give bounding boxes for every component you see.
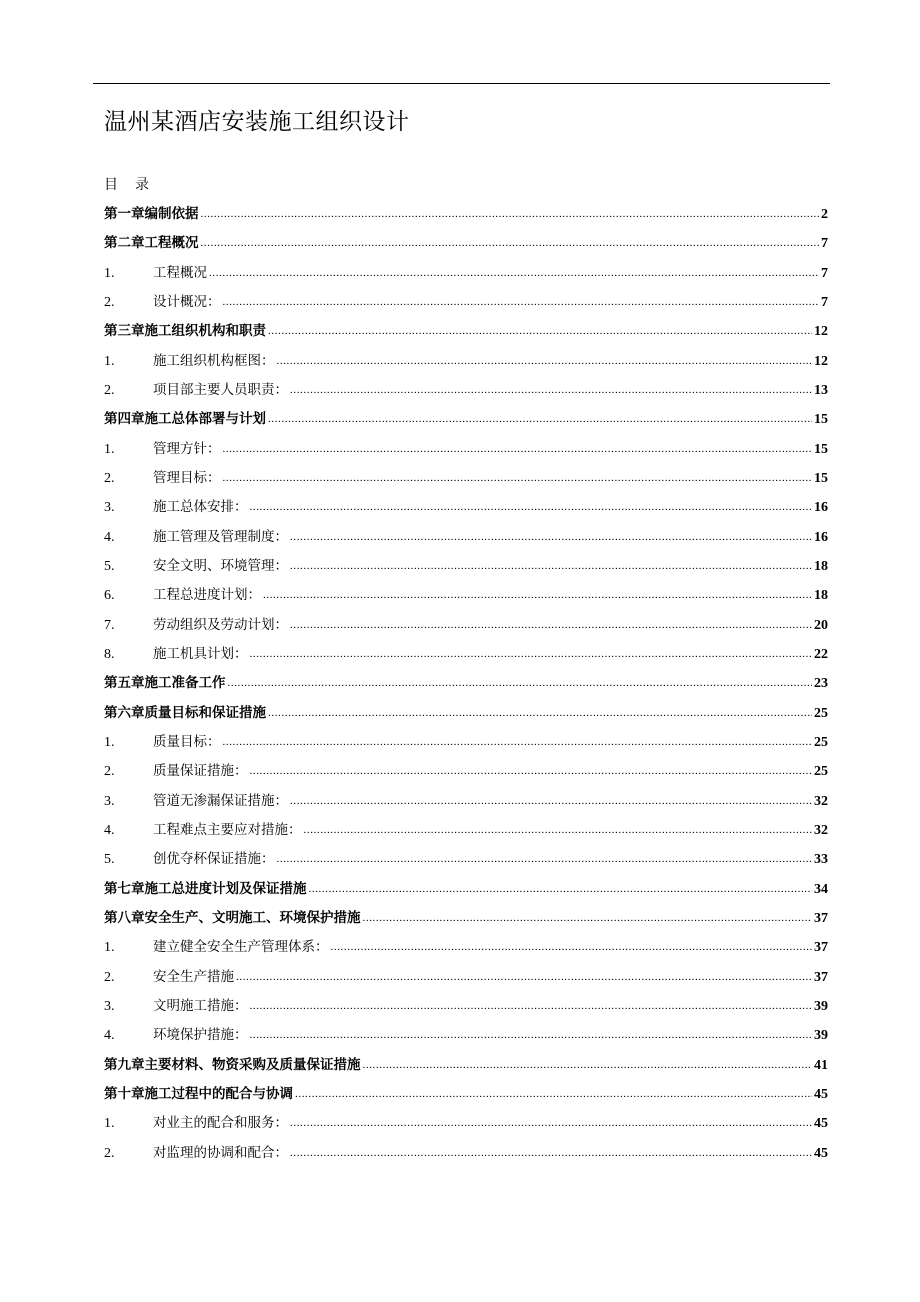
toc-section-entry[interactable] xyxy=(104,642,828,671)
toc-entry-title xyxy=(104,615,288,636)
toc-entry-label: 施工总体安排： xyxy=(153,499,248,516)
toc-dot-leader xyxy=(268,409,812,429)
toc-page-number: 25 xyxy=(814,734,828,750)
toc-entry-title xyxy=(104,497,248,518)
toc-dot-leader xyxy=(363,1055,813,1075)
toc-entry-title xyxy=(104,1055,361,1075)
toc-entry-label: 管理方针： xyxy=(153,440,221,457)
toc-page-number: 15 xyxy=(814,470,828,486)
toc-entry-label: 第八章安全生产、文明施工、环境保护措施 xyxy=(104,909,361,926)
toc-section-entry[interactable] xyxy=(104,495,828,524)
toc-entry-title xyxy=(104,556,288,577)
toc-entry-label: 施工组织机构框图： xyxy=(153,352,275,369)
toc-entry-title xyxy=(104,849,275,870)
toc-chapter-entry[interactable] xyxy=(104,1082,828,1111)
toc-entry-label: 管理目标： xyxy=(153,469,221,486)
toc-entry-title xyxy=(104,292,221,313)
toc-entry-label: 第十章施工过程中的配合与协调 xyxy=(104,1085,293,1102)
toc-section-entry[interactable] xyxy=(104,759,828,788)
toc-page-number: 37 xyxy=(814,940,828,956)
toc-dot-leader xyxy=(236,967,812,987)
toc-heading-char-1: 目 xyxy=(104,177,118,193)
toc-page-number: 7 xyxy=(821,294,828,310)
toc-entry-title xyxy=(104,1025,248,1046)
toc-page-number: 37 xyxy=(814,969,828,985)
toc-entry-title xyxy=(104,527,288,548)
toc-dot-leader xyxy=(250,996,813,1016)
toc-page-number: 45 xyxy=(814,1116,828,1132)
toc-entry-label: 对业主的配合和服务： xyxy=(153,1115,288,1132)
toc-entry-title xyxy=(104,996,248,1017)
toc-entry-title xyxy=(104,791,288,812)
toc-dot-leader xyxy=(209,263,819,283)
toc-chapter-entry[interactable] xyxy=(104,701,828,730)
toc-dot-leader xyxy=(277,849,813,869)
toc-page-number: 25 xyxy=(814,764,828,780)
toc-entry-number: 2. xyxy=(104,1145,115,1161)
toc-entry-number: 2. xyxy=(104,382,115,398)
header-rule xyxy=(93,83,830,84)
toc-entry-title xyxy=(104,233,199,253)
toc-chapter-entry[interactable] xyxy=(104,671,828,700)
toc-dot-leader xyxy=(290,1143,812,1163)
toc-page-number: 32 xyxy=(814,793,828,809)
toc-dot-leader xyxy=(309,879,813,899)
toc-entry-number: 7. xyxy=(104,617,115,633)
toc-chapter-entry[interactable] xyxy=(104,202,828,231)
toc-entry-title xyxy=(104,644,248,665)
toc-entry-label: 工程难点主要应对措施： xyxy=(153,821,302,838)
toc-entry-number: 5. xyxy=(104,558,115,574)
toc-dot-leader xyxy=(268,321,812,341)
toc-section-entry[interactable] xyxy=(104,1141,828,1170)
toc-entry-label: 工程概况 xyxy=(153,264,207,281)
toc-dot-leader xyxy=(290,1113,812,1133)
toc-chapter-entry[interactable] xyxy=(104,231,828,260)
toc-entry-label: 第四章施工总体部署与计划 xyxy=(104,411,266,428)
toc-entry-number: 6. xyxy=(104,588,115,604)
toc-entry-title xyxy=(104,1084,293,1104)
toc-section-entry[interactable] xyxy=(104,730,828,759)
toc-entry-number: 5. xyxy=(104,852,115,868)
toc-page-number: 23 xyxy=(814,676,828,692)
toc-entry-title xyxy=(104,585,261,606)
toc-entry-title xyxy=(104,879,307,899)
toc-entry-number: 1. xyxy=(104,940,115,956)
toc-entry-number: 4. xyxy=(104,1028,115,1044)
toc-page-number: 34 xyxy=(814,881,828,897)
toc-entry-title xyxy=(104,409,266,429)
toc-page-number: 22 xyxy=(814,646,828,662)
toc-dot-leader xyxy=(228,673,813,693)
toc-dot-leader xyxy=(290,791,812,811)
toc-chapter-entry[interactable] xyxy=(104,877,828,906)
toc-entry-number: 1. xyxy=(104,265,115,281)
toc-entry-label: 工程总进度计划： xyxy=(153,587,261,604)
toc-entry-title xyxy=(104,468,221,489)
toc-section-entry[interactable] xyxy=(104,583,828,612)
toc-page-number: 32 xyxy=(814,822,828,838)
toc-entry-label: 文明施工措施： xyxy=(153,997,248,1014)
toc-dot-leader xyxy=(223,439,813,459)
toc-entry-title xyxy=(104,908,361,928)
toc-page-number: 25 xyxy=(814,705,828,721)
toc-entry-number: 1. xyxy=(104,441,115,457)
toc-section-entry[interactable] xyxy=(104,290,828,319)
toc-entry-title xyxy=(104,351,275,372)
toc-entry-number: 2. xyxy=(104,764,115,780)
toc-entry-title xyxy=(104,204,199,224)
toc-entry-title xyxy=(104,380,288,401)
toc-entry-label: 设计概况： xyxy=(153,293,221,310)
toc-section-entry[interactable] xyxy=(104,789,828,818)
toc-dot-leader xyxy=(331,937,813,957)
toc-page-number: 2 xyxy=(821,207,828,222)
toc-entry-label: 管道无渗漏保证措施： xyxy=(153,792,288,809)
toc-entry-number: 8. xyxy=(104,646,115,662)
toc-section-entry[interactable] xyxy=(104,349,828,378)
toc-entry-label: 建立健全安全生产管理体系： xyxy=(153,939,329,956)
toc-entry-number: 1. xyxy=(104,734,115,750)
toc-section-entry[interactable] xyxy=(104,437,828,466)
toc-entry-title xyxy=(104,761,248,782)
toc-page-number: 12 xyxy=(814,353,828,369)
toc-dot-leader xyxy=(290,527,812,547)
toc-entry-number: 3. xyxy=(104,500,115,516)
toc-dot-leader xyxy=(290,380,812,400)
toc-dot-leader xyxy=(263,585,812,605)
toc-section-entry[interactable] xyxy=(104,466,828,495)
toc-page-number: 45 xyxy=(814,1145,828,1161)
toc-dot-leader xyxy=(223,292,820,312)
toc-section-entry[interactable] xyxy=(104,935,828,964)
toc-entry-label: 施工机具计划： xyxy=(153,645,248,662)
toc-section-entry[interactable] xyxy=(104,554,828,583)
toc-entry-label: 质量目标： xyxy=(153,733,221,750)
toc-entry-label: 对监理的协调和配合： xyxy=(153,1144,288,1161)
toc-entry-number: 1. xyxy=(104,1116,115,1132)
toc-section-entry[interactable] xyxy=(104,965,828,994)
toc-dot-leader xyxy=(250,1025,813,1045)
toc-entry-label: 安全文明、环境管理： xyxy=(153,557,288,574)
toc-entry-number: 2. xyxy=(104,969,115,985)
toc-dot-leader xyxy=(250,497,813,517)
toc-entry-title xyxy=(104,732,221,753)
toc-entry-number: 4. xyxy=(104,822,115,838)
toc-page-number: 41 xyxy=(814,1057,828,1073)
toc-page-number: 39 xyxy=(814,998,828,1014)
toc-dot-leader xyxy=(223,468,813,488)
toc-heading xyxy=(104,175,149,195)
toc-section-entry[interactable] xyxy=(104,613,828,642)
toc-entry-number: 3. xyxy=(104,998,115,1014)
toc-page-number: 33 xyxy=(814,852,828,868)
toc-entry-title xyxy=(104,263,207,284)
toc-entry-label: 第七章施工总进度计划及保证措施 xyxy=(104,880,307,897)
toc-entry-title xyxy=(104,1143,288,1164)
toc-entry-label: 劳动组织及劳动计划： xyxy=(153,616,288,633)
toc-entry-label: 项目部主要人员职责： xyxy=(153,381,288,398)
toc-page-number: 18 xyxy=(814,558,828,574)
toc-entry-title xyxy=(104,1113,288,1134)
toc-page-number: 7 xyxy=(821,265,828,281)
toc-dot-leader xyxy=(250,644,813,664)
toc-entry-title xyxy=(104,321,266,341)
toc-dot-leader xyxy=(250,761,813,781)
toc-dot-leader xyxy=(363,908,813,928)
toc-chapter-entry[interactable] xyxy=(104,407,828,436)
toc-entry-label: 第一章编制依据 xyxy=(104,206,199,222)
toc-entry-number: 4. xyxy=(104,529,115,545)
toc-entry-label: 第五章施工准备工作 xyxy=(104,675,226,692)
document-title: 温州某酒店安装施工组织设计 xyxy=(104,109,410,135)
toc-entry-number: 1. xyxy=(104,353,115,369)
toc-section-entry[interactable] xyxy=(104,1023,828,1052)
toc-dot-leader xyxy=(268,703,812,723)
toc-page-number: 15 xyxy=(814,441,828,457)
toc-chapter-entry[interactable] xyxy=(104,906,828,935)
toc-entry-title xyxy=(104,673,226,693)
toc-entry-label: 第二章工程概况 xyxy=(104,235,199,252)
toc-entry-number: 2. xyxy=(104,294,115,310)
toc-page-number: 20 xyxy=(814,617,828,633)
toc-entry-title xyxy=(104,820,302,841)
toc-entry-title xyxy=(104,967,234,988)
toc-page-number: 45 xyxy=(814,1086,828,1102)
toc-entry-label: 质量保证措施： xyxy=(153,763,248,780)
toc-dot-leader xyxy=(295,1084,812,1104)
toc-entry-label: 创优夺杯保证措施： xyxy=(153,851,275,868)
toc-page-number: 15 xyxy=(814,412,828,428)
toc-dot-leader xyxy=(201,204,820,224)
toc-section-entry[interactable] xyxy=(104,525,828,554)
toc-dot-leader xyxy=(304,820,813,840)
toc-entry-label: 安全生产措施 xyxy=(153,968,234,985)
toc-entry-title xyxy=(104,439,221,460)
toc-entry-number: 2. xyxy=(104,470,115,486)
toc-page-number: 12 xyxy=(814,324,828,340)
toc-chapter-entry[interactable] xyxy=(104,319,828,348)
toc-heading-char-2: 录 xyxy=(135,177,149,193)
toc-page-number: 13 xyxy=(814,382,828,398)
toc-page-number: 39 xyxy=(814,1028,828,1044)
toc-page-number: 37 xyxy=(814,910,828,926)
toc-page-number: 18 xyxy=(814,588,828,604)
toc-section-entry[interactable] xyxy=(104,994,828,1023)
toc-page-number: 16 xyxy=(814,500,828,516)
toc-page-number: 7 xyxy=(821,236,828,252)
toc-entry-label: 施工管理及管理制度： xyxy=(153,528,288,545)
toc-entry-label: 第六章质量目标和保证措施 xyxy=(104,704,266,721)
toc-entry-title xyxy=(104,937,329,958)
toc-section-entry[interactable] xyxy=(104,1111,828,1140)
toc-entry-title xyxy=(104,703,266,723)
toc-section-entry[interactable] xyxy=(104,378,828,407)
toc-dot-leader xyxy=(290,556,812,576)
toc-chapter-entry[interactable] xyxy=(104,1053,828,1082)
toc-section-entry[interactable] xyxy=(104,847,828,876)
toc-entry-label: 第九章主要材料、物资采购及质量保证措施 xyxy=(104,1056,361,1073)
toc-entry-number: 3. xyxy=(104,793,115,809)
table-of-contents xyxy=(104,202,828,1170)
toc-dot-leader xyxy=(223,732,813,752)
toc-dot-leader xyxy=(201,233,820,253)
toc-section-entry[interactable] xyxy=(104,261,828,290)
toc-dot-leader xyxy=(290,615,812,635)
toc-section-entry[interactable] xyxy=(104,818,828,847)
toc-dot-leader xyxy=(277,351,813,371)
toc-page-number: 16 xyxy=(814,529,828,545)
toc-entry-label: 第三章施工组织机构和职责 xyxy=(104,323,266,340)
toc-entry-label: 环境保护措施： xyxy=(153,1027,248,1044)
